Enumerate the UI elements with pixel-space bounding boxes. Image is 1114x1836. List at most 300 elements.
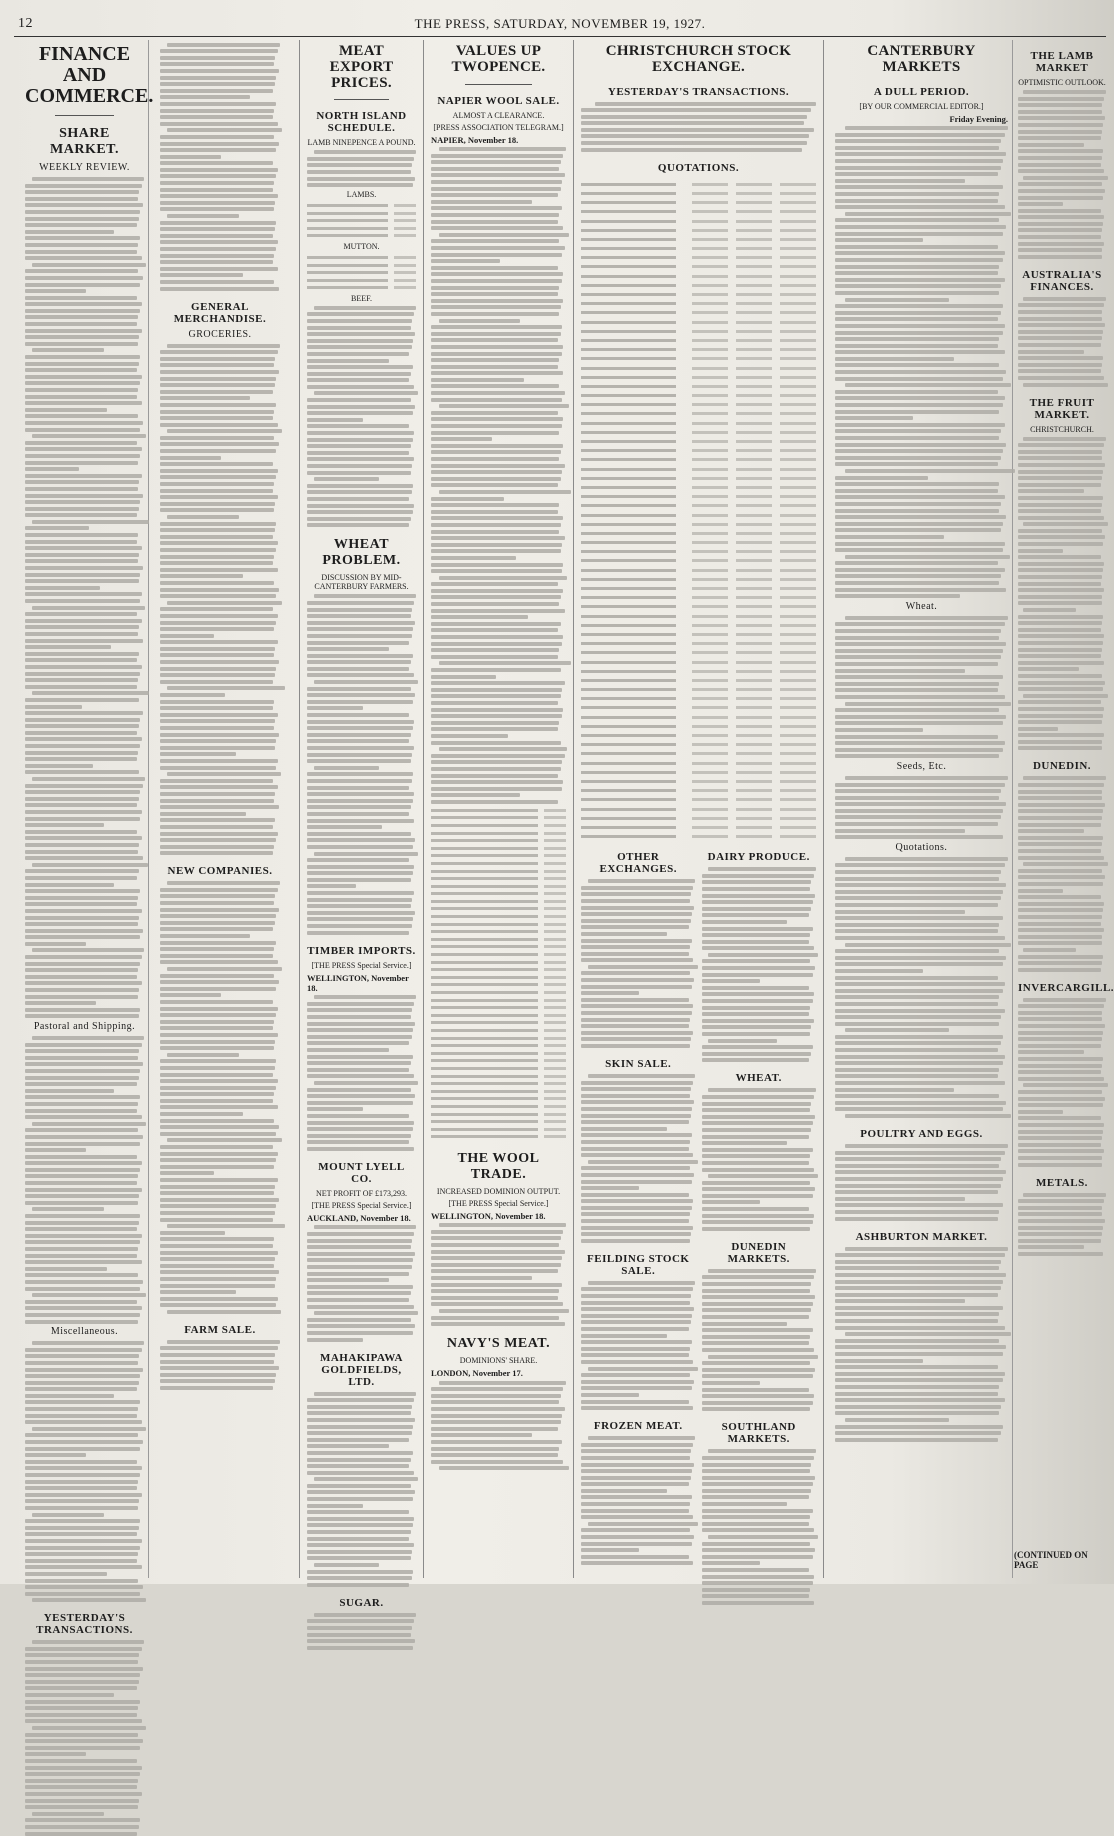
text-line (835, 568, 1005, 572)
text-line (167, 1138, 282, 1142)
text-line (1018, 687, 1103, 691)
meat-export-heading: MEAT EXPORT PRICES. (329, 43, 394, 91)
text-line (835, 662, 998, 666)
text-line (835, 588, 1006, 592)
text-line (160, 706, 273, 710)
text-line (835, 225, 1006, 229)
text-line (25, 1572, 107, 1576)
text-line (431, 774, 558, 778)
text-line (581, 1087, 691, 1091)
text-line (1018, 1212, 1102, 1216)
text-line (439, 233, 569, 237)
text-line (307, 464, 412, 468)
text-line (431, 734, 508, 738)
text-line (431, 398, 562, 402)
text-line (25, 553, 139, 557)
article-body (835, 857, 1008, 1118)
text-line (581, 998, 689, 1002)
text-line (25, 1733, 138, 1737)
text-line (25, 533, 138, 537)
text-line (307, 471, 411, 475)
text-line (32, 1207, 103, 1211)
text-line (702, 979, 760, 983)
text-line (581, 1107, 692, 1111)
text-line (431, 721, 559, 725)
text-line (1018, 882, 1103, 886)
text-line (32, 1598, 146, 1602)
text-line (160, 396, 250, 400)
text-line (307, 1318, 411, 1322)
text-line (1018, 700, 1101, 704)
text-line (1023, 383, 1107, 387)
text-line (1018, 156, 1102, 160)
text-line (25, 685, 137, 689)
text-line (25, 1287, 140, 1291)
text-line (835, 594, 960, 598)
text-line (835, 284, 1001, 288)
text-line (835, 1266, 999, 1270)
text-line (25, 1254, 137, 1258)
text-line (1018, 783, 1104, 787)
text-line (1018, 123, 1103, 127)
text-line (702, 1095, 814, 1099)
text-line (702, 1148, 813, 1152)
finance-subcolumn-right (156, 40, 284, 1578)
text-line (307, 457, 414, 461)
text-line (307, 1101, 413, 1105)
text-line (431, 787, 562, 791)
text-line (314, 1613, 416, 1617)
text-line (702, 1489, 812, 1493)
text-line (431, 1427, 558, 1431)
text-line (25, 935, 140, 939)
text-line (160, 482, 274, 486)
text-line (835, 179, 965, 183)
text-line (431, 760, 562, 764)
text-line (581, 919, 691, 923)
text-line (25, 289, 86, 293)
text-line (25, 1825, 139, 1829)
text-line (431, 1250, 565, 1254)
text-line (835, 982, 1005, 986)
text-line (835, 783, 1005, 787)
text-line (25, 1234, 142, 1238)
text-line (307, 1245, 411, 1249)
text-line (307, 1291, 411, 1295)
text-line (25, 856, 143, 860)
text-line (25, 559, 138, 563)
text-line (307, 838, 415, 842)
text-line (835, 443, 1006, 447)
text-line (581, 1406, 693, 1410)
text-line (708, 1269, 816, 1273)
text-line (1018, 902, 1104, 906)
text-line (1018, 350, 1084, 354)
text-line (708, 953, 818, 957)
text-line (307, 1438, 409, 1442)
text-line (1018, 303, 1104, 307)
text-line (439, 1309, 569, 1313)
price-row (431, 996, 566, 1004)
article-body (581, 1281, 696, 1410)
text-line (835, 271, 998, 275)
price-row (307, 217, 416, 225)
text-line (307, 891, 414, 895)
text-line (25, 1348, 142, 1352)
text-line (25, 1280, 143, 1284)
quotation-row (581, 832, 816, 841)
text-line (835, 344, 998, 348)
text-line (1018, 829, 1084, 833)
text-line (25, 1135, 143, 1139)
text-line (25, 810, 142, 814)
price-row (431, 1057, 566, 1065)
text-line (25, 1227, 137, 1231)
text-line (1018, 1163, 1102, 1167)
article-body (25, 1640, 144, 1835)
text-line (1018, 1123, 1104, 1127)
text-line (160, 1353, 275, 1357)
text-line (431, 767, 561, 771)
text-line (835, 1197, 965, 1201)
text-line (1018, 661, 1104, 665)
text-line (25, 1014, 139, 1018)
text-line (431, 193, 558, 197)
text-line (835, 1293, 998, 1297)
text-line (431, 635, 563, 639)
text-line (32, 948, 144, 952)
text-line (431, 543, 562, 547)
price-row (307, 269, 416, 277)
quotation-row (581, 602, 816, 611)
text-line (167, 772, 281, 776)
text-line (307, 1458, 411, 1462)
text-line (1018, 189, 1105, 193)
text-line (160, 1059, 276, 1063)
price-row (431, 852, 566, 860)
weekly-review-heading: WEEKLY REVIEW. (39, 162, 130, 173)
text-line (167, 1053, 239, 1057)
text-line (25, 1447, 140, 1451)
price-row (431, 936, 566, 944)
text-line (307, 411, 413, 415)
text-line (314, 1392, 416, 1396)
text-line (581, 121, 804, 125)
text-line (702, 1161, 810, 1165)
text-line (25, 381, 140, 385)
text-line (160, 489, 273, 493)
text-line (307, 1543, 414, 1547)
text-line (1018, 222, 1103, 226)
text-line (25, 513, 137, 517)
price-row (431, 905, 566, 913)
text-line (1018, 248, 1102, 252)
text-line (835, 883, 1006, 887)
text-line (25, 322, 137, 326)
text-line (1023, 776, 1106, 780)
lamb-price-heading: LAMB NINEPENCE A POUND. (307, 138, 416, 148)
text-line (702, 927, 813, 931)
text-line (1018, 1136, 1102, 1140)
farm-sale-heading: FARM SALE. (184, 1323, 256, 1336)
text-line (307, 1497, 413, 1501)
text-line (1018, 163, 1101, 167)
text-line (1018, 809, 1103, 813)
text-line (835, 1041, 1001, 1045)
text-line (25, 1493, 142, 1497)
text-line (835, 489, 998, 493)
text-line (25, 566, 143, 570)
text-line (25, 579, 139, 583)
text-line (25, 507, 139, 511)
text-line (25, 1453, 86, 1457)
text-line (581, 108, 811, 112)
text-line (1018, 1232, 1102, 1236)
text-line (431, 1440, 562, 1444)
text-line (25, 309, 140, 313)
price-row (431, 1110, 566, 1118)
text-line (431, 239, 559, 243)
text-line (1018, 935, 1102, 939)
text-line (160, 1297, 278, 1301)
text-line (1018, 601, 1102, 605)
text-line (1018, 343, 1101, 347)
text-line (581, 1561, 693, 1565)
text-line (431, 259, 500, 263)
text-line (25, 1368, 143, 1372)
text-line (431, 642, 562, 646)
text-line (835, 822, 998, 826)
text-line (431, 1414, 562, 1418)
text-line (160, 792, 275, 796)
text-line (431, 437, 492, 441)
text-line (1018, 796, 1102, 800)
text-line (160, 746, 275, 750)
text-line (160, 469, 278, 473)
text-line (431, 589, 563, 593)
text-line (25, 889, 140, 893)
text-line (835, 896, 1001, 900)
text-line (307, 1055, 413, 1059)
text-line (835, 515, 1006, 519)
text-line (835, 238, 923, 242)
text-line (708, 1449, 816, 1453)
text-line (25, 672, 140, 676)
text-line (581, 1212, 690, 1216)
price-row (431, 1118, 566, 1126)
text-line (835, 324, 1005, 328)
text-line (845, 776, 1008, 780)
price-table (307, 202, 416, 240)
text-line (581, 1081, 693, 1085)
text-line (439, 747, 567, 751)
text-line (845, 943, 1011, 947)
text-line (25, 243, 138, 247)
text-line (1018, 169, 1104, 173)
text-line (835, 1411, 999, 1415)
text-line (845, 555, 1009, 559)
quotation-row (581, 501, 816, 510)
article-body (307, 1392, 416, 1587)
article-body (25, 1341, 144, 1602)
price-row (431, 1065, 566, 1073)
text-line (25, 1069, 140, 1073)
text-line (25, 843, 139, 847)
text-line (25, 1300, 137, 1304)
price-row (307, 277, 416, 285)
text-line (1018, 1226, 1103, 1230)
article-body (307, 306, 416, 528)
text-line (307, 865, 414, 869)
text-line (702, 946, 814, 950)
text-line (835, 870, 1001, 874)
text-line (160, 1026, 273, 1030)
text-line (581, 1373, 690, 1377)
text-line (307, 1523, 413, 1527)
text-line (167, 515, 239, 519)
text-line (25, 256, 142, 260)
text-line (702, 966, 815, 970)
text-line (431, 780, 563, 784)
text-line (32, 1726, 146, 1730)
text-line (307, 601, 414, 605)
text-line (1023, 862, 1107, 866)
text-line (431, 173, 565, 177)
text-line (25, 902, 137, 906)
text-line (160, 207, 274, 211)
quotation-row (581, 566, 816, 575)
text-line (431, 325, 562, 329)
text-line (581, 1456, 690, 1460)
text-line (835, 715, 1006, 719)
text-line (835, 416, 913, 420)
article-body (25, 177, 144, 1018)
text-line (835, 410, 999, 414)
stock-exchange-heading: CHRISTCHURCH STOCK EXCHANGE. (605, 43, 792, 75)
text-line (307, 878, 411, 882)
quotation-row (581, 207, 816, 216)
text-line (702, 1469, 811, 1473)
text-line (702, 887, 811, 891)
text-line (307, 1134, 411, 1138)
text-line (431, 675, 496, 679)
text-line (835, 688, 998, 692)
text-line (307, 1258, 413, 1262)
text-line (307, 1035, 412, 1039)
quotation-row (581, 272, 816, 281)
text-line (1018, 330, 1103, 334)
price-row (431, 1012, 566, 1020)
text-line (835, 1312, 999, 1316)
text-line (25, 1313, 140, 1317)
text-line (431, 483, 558, 487)
text-line (25, 447, 142, 451)
text-line (160, 1270, 279, 1274)
text-line (835, 331, 1003, 335)
text-line (25, 1102, 138, 1106)
text-line (581, 1024, 689, 1028)
dominions-share-subheading: DOMINIONS' SHARE. (459, 1356, 538, 1366)
quotation-row (581, 749, 816, 758)
text-line (1023, 1193, 1106, 1197)
text-line (1018, 235, 1101, 239)
text-line (431, 431, 559, 435)
text-line (25, 1539, 142, 1543)
text-line (835, 258, 1003, 262)
text-line (307, 438, 413, 442)
text-line (160, 1000, 273, 1004)
text-line (160, 614, 278, 618)
text-line (160, 423, 278, 427)
text-line (835, 1088, 954, 1092)
text-line (431, 622, 561, 626)
text-line (160, 89, 273, 93)
text-line (835, 903, 998, 907)
text-line (25, 1653, 139, 1657)
text-line (25, 995, 138, 999)
text-line (1018, 130, 1102, 134)
timber-imports-heading: TIMBER IMPORTS. (307, 944, 416, 957)
price-row (431, 958, 566, 966)
text-line (835, 1107, 1003, 1111)
text-line (835, 561, 998, 565)
text-line (1018, 202, 1063, 206)
price-row (307, 261, 416, 269)
text-line (160, 993, 221, 997)
text-line (307, 621, 415, 625)
text-line (702, 1128, 812, 1132)
text-line (160, 1105, 278, 1109)
text-line (702, 986, 810, 990)
text-line (160, 456, 221, 460)
text-line (25, 1043, 142, 1047)
text-line (25, 645, 111, 649)
text-line (25, 1552, 138, 1556)
text-line (25, 315, 138, 319)
text-line (835, 1203, 1003, 1207)
navy-meat-heading: NAVY'S MEAT. (446, 1336, 551, 1352)
text-line (25, 283, 140, 287)
text-line (588, 965, 698, 969)
wheat-problem-heading: WHEAT PROBLEM. (322, 537, 401, 569)
quotation-row (581, 538, 816, 547)
text-line (25, 1579, 138, 1583)
text-line (307, 673, 414, 677)
text-line (835, 936, 1005, 940)
text-line (307, 1510, 409, 1514)
napier-wool-sale-heading: NAPIER WOOL SALE. (437, 94, 560, 107)
text-line (431, 206, 562, 210)
text-line (1018, 628, 1101, 632)
text-line (307, 1041, 409, 1045)
article-body (581, 879, 696, 1048)
lambs-label: LAMBS. (346, 189, 377, 199)
text-line (702, 907, 812, 911)
text-line (160, 62, 274, 66)
text-line (25, 526, 89, 530)
text-line (1018, 842, 1102, 846)
text-line (431, 378, 524, 382)
text-line (160, 908, 279, 912)
quotation-row (581, 253, 816, 262)
text-line (702, 1374, 813, 1378)
text-line (835, 636, 999, 640)
text-line (835, 146, 999, 150)
text-line (25, 1818, 140, 1822)
text-line (25, 1546, 140, 1550)
text-line (25, 876, 137, 880)
text-line (702, 1407, 811, 1411)
